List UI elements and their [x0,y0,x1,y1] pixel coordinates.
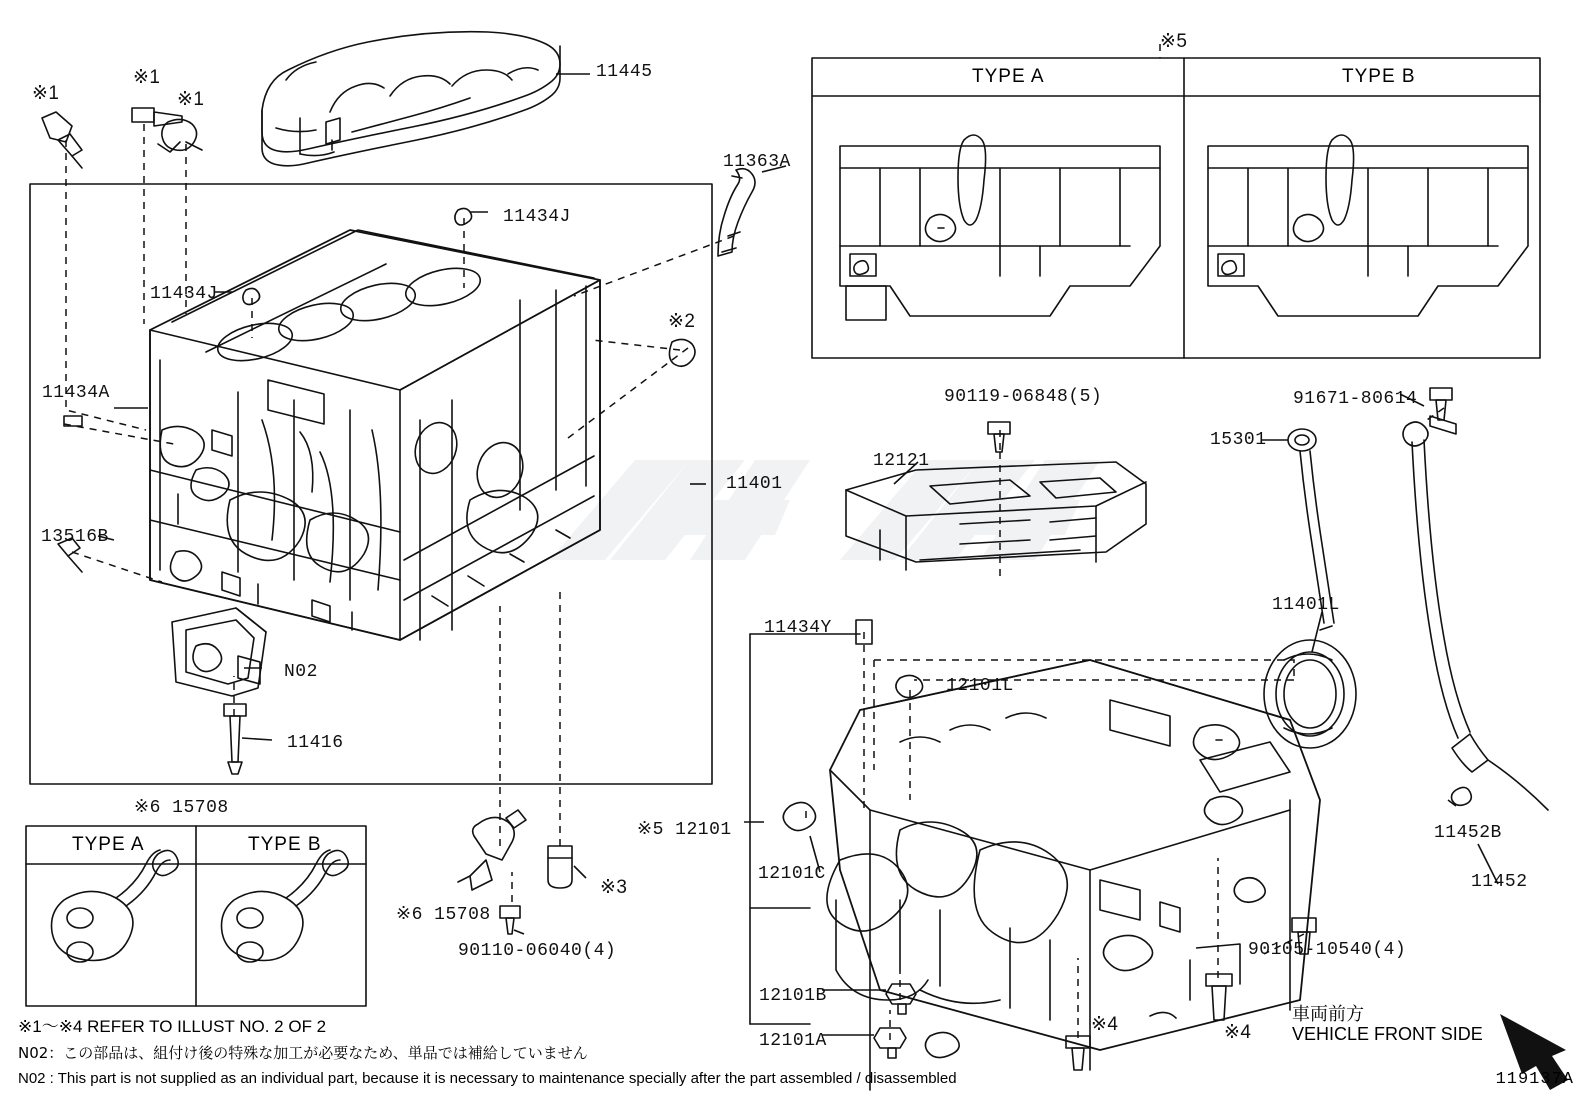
callout-11401l: 11401L [1272,595,1340,615]
callout-15708-bottom: ※6 15708 [396,905,491,925]
note-ref-refer: ※1～※4 REFER TO ILLUST NO. 2 OF 2 [18,1017,327,1036]
callout-12121: 12121 [873,451,930,471]
callout-91671-80614: 91671-80614 [1293,389,1418,409]
callout-90110-06040: 90110-06040(4) [458,941,617,961]
callout-11434j-top: 11434J [503,207,571,227]
callout-12101b: 12101B [759,986,827,1006]
callout-11445: 11445 [596,62,653,82]
callout-n02: N02 [284,662,318,682]
callout-11452b: 11452B [1434,823,1502,843]
note-n02-en: N02 : This part is not supplied as an individual part, because it is necessary to maintenance specially after the part assembled / disassembled [18,1070,957,1087]
callout-11363a: 11363A [723,152,791,172]
diagram-id-code: 119137A [1495,1070,1574,1089]
callout-12101c: 12101C [758,864,826,884]
callout-11434j-left: 11434J [150,284,218,304]
type-a-header-block: TYPE A [972,66,1045,87]
callout-15708-top: ※6 15708 [134,798,229,818]
callout-ref-1-a: ※1 [32,83,60,104]
callout-12101l: 12101L [946,676,1014,696]
callout-13516b: 13516B [41,527,109,547]
callout-ref-5-top: ※5 [1160,31,1188,52]
callout-11452: 11452 [1471,872,1528,892]
callout-11401: 11401 [726,474,783,494]
callout-90105-10540: 90105-10540(4) [1248,940,1407,960]
callout-ref-1-b: ※1 [133,67,161,88]
callout-15301: 15301 [1210,430,1267,450]
callout-ref-2: ※2 [668,311,696,332]
callout-11434y: 11434Y [764,618,832,638]
callout-ref-4-right: ※4 [1224,1022,1252,1043]
callout-12101a: 12101A [759,1031,827,1051]
vehicle-front-jp: 車両前方 [1292,1004,1364,1025]
callout-ref-4-left: ※4 [1091,1014,1119,1035]
callout-12101: ※5 12101 [637,820,732,840]
callout-90119-06848: 90119-06848(5) [944,387,1103,407]
note-n02-jp: N02：この部品は、組付け後の特殊な加工が必要なため、単品では補給していません [18,1044,588,1062]
vehicle-front-en: VEHICLE FRONT SIDE [1292,1024,1483,1044]
callout-11434a: 11434A [42,383,110,403]
callout-11416: 11416 [287,733,344,753]
callout-ref-3: ※3 [600,877,628,898]
type-b-header-block: TYPE B [1342,66,1416,87]
callout-ref-1-c: ※1 [177,89,205,110]
type-b-header-bracket: TYPE B [248,834,322,855]
type-a-header-bracket: TYPE A [72,834,145,855]
